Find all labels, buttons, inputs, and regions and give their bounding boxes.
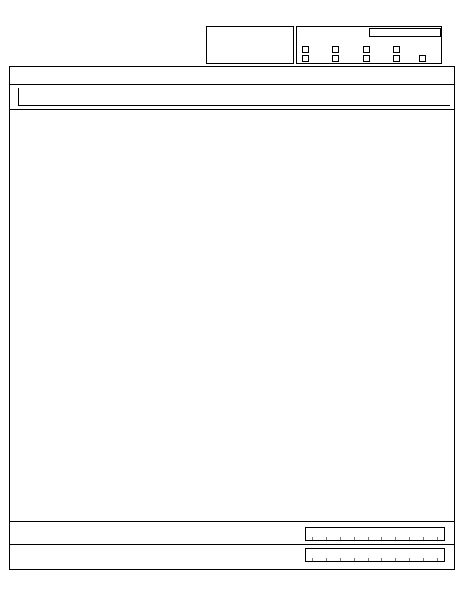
line-11a-checkbox[interactable]	[302, 46, 309, 53]
divider	[9, 84, 455, 85]
page-number-box	[369, 28, 441, 37]
divider	[9, 544, 455, 545]
line-number-box	[296, 26, 442, 64]
total-field[interactable]	[305, 548, 445, 562]
form-frame	[9, 66, 455, 570]
line-16-checkbox[interactable]	[393, 55, 400, 62]
committee-underline	[18, 105, 450, 106]
subtotal-field[interactable]	[305, 527, 445, 541]
divider	[9, 109, 455, 110]
line-15-checkbox[interactable]	[363, 55, 370, 62]
line-11b-checkbox[interactable]	[332, 46, 339, 53]
line-11c-checkbox[interactable]	[363, 46, 370, 53]
line-17-checkbox[interactable]	[419, 55, 426, 62]
line-13-checkbox[interactable]	[302, 55, 309, 62]
line-14-checkbox[interactable]	[332, 55, 339, 62]
separate-schedule-box	[206, 26, 294, 64]
committee-bracket	[18, 88, 19, 105]
line-12-checkbox[interactable]	[393, 46, 400, 53]
divider	[9, 521, 455, 522]
